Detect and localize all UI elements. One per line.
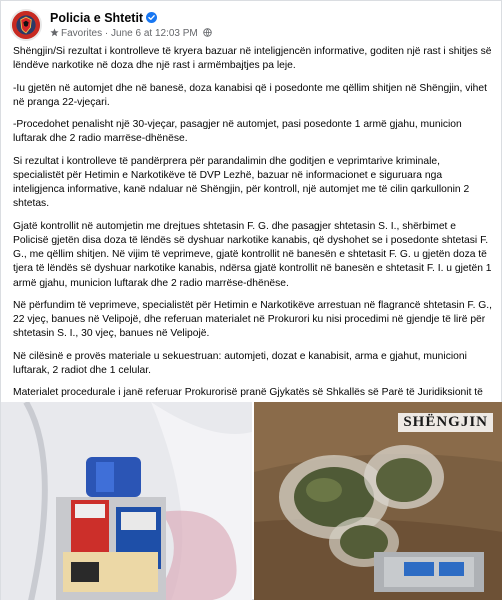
post-header: [10, 9, 490, 43]
evidence-bag-photo[interactable]: [1, 402, 252, 600]
star-icon: [50, 28, 59, 37]
page-name[interactable]: [50, 11, 157, 25]
post-paragraph: Materialet procedurale i janë referuar Prokurorisë pranë Gjykatës së Shkallës së Parë të Juridiksionit të: [13, 387, 483, 399]
post-paragraph: Shëngjin/Si rezultat i kontrolleve të kryera bazuar në inteligjencën informative, goditen një rast i shitjes së lëndëve narkotike në doza dhe një rast i armëmbajtjes pa leje.: [13, 46, 492, 72]
post-paragraph: Në përfundim të veprimeve, specialistët për Hetimin e Narkotikëve arrestuan në flagrancë shtetasin F. G., 22 vjeç, banues në Velipojë, dhe referuan materialet në Prokurori ku nisi procedimi në gjendje të lirë për shtetasin S. I., 30 vjeç, banues në Velipojë.: [13, 299, 493, 340]
globe-icon: [203, 28, 212, 37]
post-photos: [1, 402, 502, 600]
police-emblem-icon[interactable]: [10, 9, 42, 41]
location-watermark: SHËNGJIN: [398, 413, 493, 432]
post-paragraph: Gjatë kontrollit në automjetin me drejtues shtetasin F. G. dhe pasagjer shtetasin S. I., shërbimet e Policisë gjetën disa doza të lëndës së dyshuar narkotike kanabis, që dyshohet se i posedonte shtetasi F. G., me qëllim shitjen. Në vijim të veprimeve, gjatë kontrollit në banesën e shtetasit F. G. u gjetën doza të tjera të lëndës së dyshuar narkotike kanabis, ndërsa gjatë kontrollit në banesën e shtetasit F. I. u gjetën 1 armë gjahu, municion luftarak dhe 2 radio marrëse-dhënëse.: [13, 220, 492, 289]
post-body: [13, 45, 493, 423]
verified-badge-icon: [146, 12, 157, 23]
seized-drugs-photo[interactable]: [254, 402, 502, 600]
audience-label[interactable]: Favorites: [61, 28, 103, 39]
post-timestamp[interactable]: June 6 at 12:03 PM: [111, 28, 198, 39]
page-name-text[interactable]: Policia e Shtetit: [50, 11, 144, 25]
post-paragraph: Si rezultat i kontrolleve të pandërprera për parandalimin dhe goditjen e veprimtarive kriminale, specialistët për Hetimin e Narkotikëve të DVP Lezhë, bazuar në informacionet e siguruara nga inteligjenca informative, kanë ndaluar në Shëngjin, për kontroll, një automjet me të cilin qarkullonin 2 shtetas.: [13, 155, 470, 210]
post-paragraph: -Iu gjetën në automjet dhe në banesë, doza kanabisi që i posedonte me qëllim shitjen në Shëngjin, vihet në pranga 22-vjeçari.: [13, 82, 487, 108]
post-meta: [50, 28, 212, 39]
post-paragraph: -Procedohet penalisht një 30-vjeçar, pasagjer në automjet, pasi posedonte 1 armë gjahu, municion luftarak dhe 2 radio marrëse-dhënëse.: [13, 119, 462, 145]
post-paragraph: Në cilësinë e provës materiale u sekuestruan: automjeti, dozat e kanabisit, arma e gjahut, municioni luftarak, 2 radiot dhe 1 celular.: [13, 350, 467, 376]
meta-separator: ·: [104, 28, 109, 39]
